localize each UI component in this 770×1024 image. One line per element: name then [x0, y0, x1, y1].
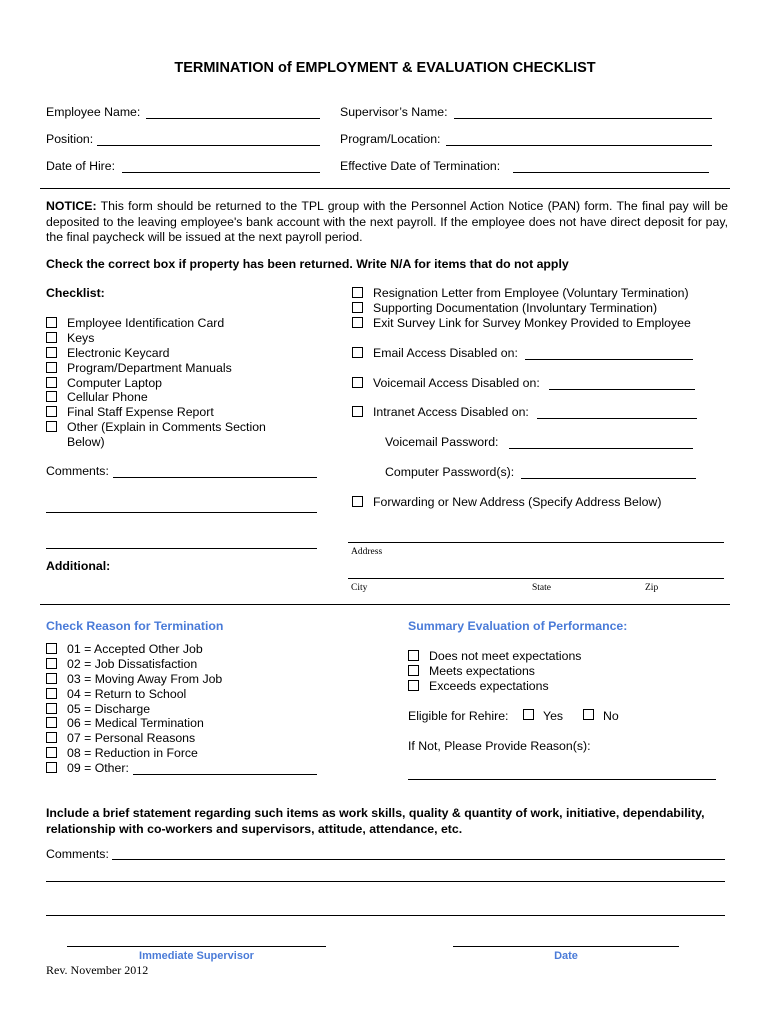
checklist-heading: Checklist: — [46, 286, 105, 300]
checklist-item: Employee Identification Card — [67, 316, 225, 330]
reason-item: 01 = Accepted Other Job — [67, 642, 203, 656]
checkbox-email-access[interactable] — [352, 347, 363, 358]
program-location-field[interactable] — [446, 145, 712, 146]
reason-heading: Check Reason for Termination — [46, 619, 224, 633]
checklist-comments-field[interactable] — [113, 477, 317, 478]
checkbox-rehire-yes[interactable] — [523, 709, 534, 720]
comments-line-2[interactable] — [46, 881, 725, 882]
supervisor-name-field[interactable] — [454, 118, 712, 119]
position-field[interactable] — [97, 145, 320, 146]
checkbox-reason-05[interactable] — [46, 703, 57, 714]
checklist-item: Cellular Phone — [67, 390, 148, 404]
checkbox-expense-report[interactable] — [46, 406, 57, 417]
email-access-date-field[interactable] — [525, 359, 693, 360]
checkbox-reason-03[interactable] — [46, 673, 57, 684]
checkbox-reason-04[interactable] — [46, 688, 57, 699]
reason-item: 04 = Return to School — [67, 687, 187, 701]
checkbox-other[interactable] — [46, 421, 57, 432]
employee-name-field[interactable] — [146, 118, 320, 119]
checkbox-employee-id-card[interactable] — [46, 317, 57, 328]
checklist-item-continued: Below) — [67, 435, 105, 449]
checkbox-keys[interactable] — [46, 332, 57, 343]
city-state-zip-field[interactable] — [348, 578, 724, 579]
state-label: State — [532, 583, 551, 593]
revision-text: Rev. November 2012 — [46, 963, 149, 977]
notice-text — [46, 199, 728, 246]
email-access-label: Email Access Disabled on: — [373, 346, 518, 360]
effective-date-field[interactable] — [513, 172, 709, 173]
reason-item: 09 = Other: — [67, 761, 129, 775]
checkbox-computer-laptop[interactable] — [46, 377, 57, 388]
notice-label: NOTICE: — [46, 199, 97, 213]
checklist-item: Program/Department Manuals — [67, 361, 232, 375]
checkbox-rehire-no[interactable] — [583, 709, 594, 720]
checklist-item: Final Staff Expense Report — [67, 405, 214, 419]
checkbox-reason-08[interactable] — [46, 747, 57, 758]
supervisor-signature-label: Immediate Supervisor — [139, 950, 254, 962]
checkbox-reason-02[interactable] — [46, 658, 57, 669]
intranet-access-date-field[interactable] — [537, 418, 697, 419]
checkbox-reason-01[interactable] — [46, 643, 57, 654]
checklist-item: Other (Explain in Comments Section — [67, 420, 266, 434]
employee-name-label: Employee Name: — [46, 105, 141, 119]
checkbox-forwarding-address[interactable] — [352, 496, 363, 507]
comments-field[interactable] — [112, 859, 725, 860]
effective-date-label: Effective Date of Termination: — [340, 159, 501, 173]
checkbox-electronic-keycard[interactable] — [46, 347, 57, 358]
date-of-hire-field[interactable] — [122, 172, 320, 173]
right-checklist-item: Supporting Documentation (Involuntary Termination) — [373, 301, 658, 315]
checkbox-intranet-access[interactable] — [352, 406, 363, 417]
reason-item: 07 = Personal Reasons — [67, 731, 196, 745]
voicemail-access-date-field[interactable] — [549, 389, 695, 390]
comments-label: Comments: — [46, 847, 109, 861]
checklist-item: Electronic Keycard — [67, 346, 170, 360]
checkbox-resignation-letter[interactable] — [352, 287, 363, 298]
instruction-text: Check the correct box if property has been returned. Write N/A for items that do not apply — [46, 257, 569, 271]
forwarding-label: Forwarding or New Address (Specify Address Below) — [373, 495, 662, 509]
position-label: Position: — [46, 132, 94, 146]
reason-other-field[interactable] — [133, 774, 317, 775]
additional-label: Additional: — [46, 559, 111, 573]
rehire-yes-label: Yes — [543, 709, 564, 723]
voicemail-access-label: Voicemail Access Disabled on: — [373, 376, 540, 390]
reason-item: 03 = Moving Away From Job — [67, 672, 223, 686]
city-label: City — [351, 583, 368, 593]
summary-heading: Summary Evaluation of Performance: — [408, 619, 628, 633]
voicemail-password-field[interactable] — [509, 448, 693, 449]
checkbox-reason-06[interactable] — [46, 717, 57, 728]
summary-item: Does not meet expectations — [429, 649, 582, 663]
checklist-item: Keys — [67, 331, 95, 345]
intranet-access-label: Intranet Access Disabled on: — [373, 405, 529, 419]
checkbox-exceeds[interactable] — [408, 680, 419, 691]
checkbox-supporting-docs[interactable] — [352, 302, 363, 313]
voicemail-password-label: Voicemail Password: — [385, 435, 499, 449]
checkbox-voicemail-access[interactable] — [352, 377, 363, 388]
checklist-item: Computer Laptop — [67, 376, 163, 390]
reason-item: 02 = Job Dissatisfaction — [67, 657, 198, 671]
supervisor-signature-field[interactable] — [67, 946, 326, 947]
checklist-comments-line-2[interactable] — [46, 512, 317, 513]
right-checklist-item: Resignation Letter from Employee (Voluntary Termination) — [373, 286, 689, 300]
reason-item: 08 = Reduction in Force — [67, 746, 198, 760]
checkbox-does-not-meet[interactable] — [408, 650, 419, 661]
checklist-comments-label: Comments: — [46, 464, 109, 478]
rehire-no-label: No — [603, 709, 619, 723]
checkbox-meets[interactable] — [408, 665, 419, 676]
date-signature-field[interactable] — [453, 946, 679, 947]
date-signature-label: Date — [554, 950, 578, 962]
summary-item: Meets expectations — [429, 664, 535, 678]
zip-label: Zip — [645, 583, 659, 593]
supervisor-name-label: Supervisor’s Name: — [340, 105, 448, 119]
comments-line-3[interactable] — [46, 915, 725, 916]
header-divider — [40, 188, 730, 189]
rehire-reasons-field[interactable] — [408, 779, 716, 780]
checkbox-manuals[interactable] — [46, 362, 57, 373]
rehire-reasons-label: If Not, Please Provide Reason(s): — [408, 739, 591, 753]
computer-password-label: Computer Password(s): — [385, 465, 515, 479]
notice-body: This form should be returned to the TPL group with the Personnel Action Notice (PAN) form. The final pay will be deposited to the leaving employee's bank account with the next payroll. If the employee does not have direct deposit for pay, the final paycheck will be issued at the next payroll period. — [46, 199, 728, 244]
date-of-hire-label: Date of Hire: — [46, 159, 116, 173]
page-title: TERMINATION of EMPLOYMENT & EVALUATION CHECKLIST — [174, 60, 596, 76]
reason-item: 05 = Discharge — [67, 702, 151, 716]
reason-item: 06 = Medical Termination — [67, 716, 204, 730]
rehire-label: Eligible for Rehire: — [408, 709, 509, 723]
statement-text: Include a brief statement regarding such items as work skills, quality & quantity of work, initiative, dependability, relationship with co-workers and supervisors, attitude, attendance, etc. — [46, 806, 705, 836]
checkbox-cellular-phone[interactable] — [46, 391, 57, 402]
address-label: Address — [351, 547, 383, 557]
program-location-label: Program/Location: — [340, 132, 441, 146]
section-divider — [40, 604, 730, 605]
checkbox-reason-09[interactable] — [46, 762, 57, 773]
checklist-comments-line-3[interactable] — [46, 548, 317, 549]
summary-item: Exceeds expectations — [429, 679, 549, 693]
address-field[interactable] — [348, 542, 724, 543]
computer-password-field[interactable] — [521, 478, 696, 479]
checkbox-reason-07[interactable] — [46, 732, 57, 743]
checkbox-exit-survey[interactable] — [352, 317, 363, 328]
right-checklist-item: Exit Survey Link for Survey Monkey Provided to Employee — [373, 316, 691, 330]
